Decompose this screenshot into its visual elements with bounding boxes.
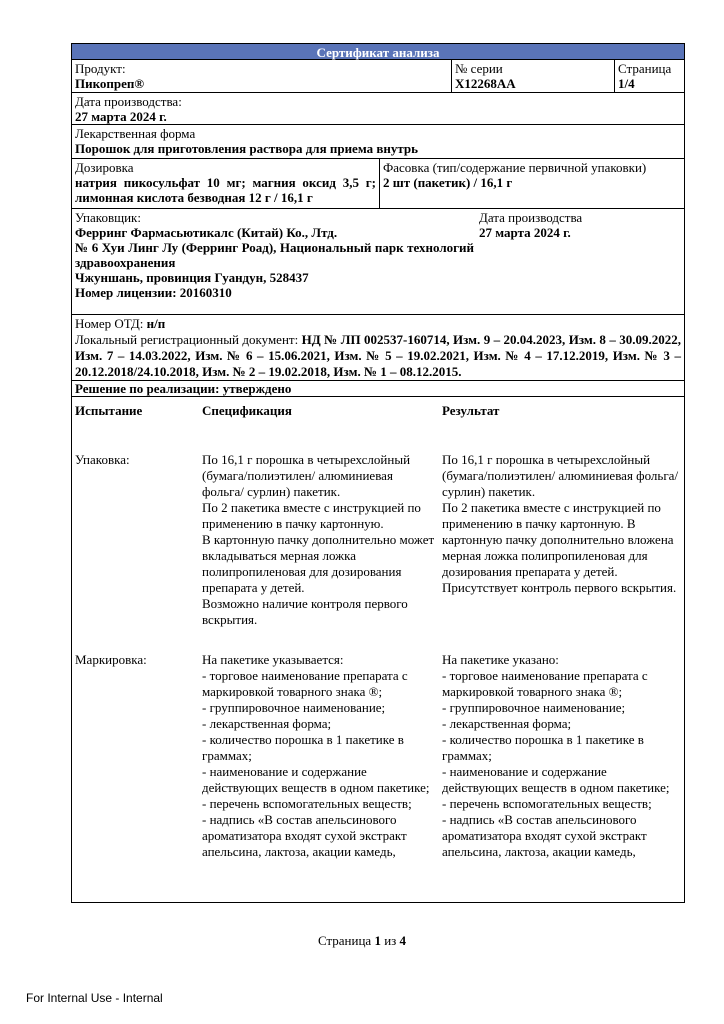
footer-total: 4	[399, 933, 407, 948]
packaging-spec-line: Возможно наличие контроля первого вскрытия.	[202, 596, 408, 627]
footer-prefix: Страница	[317, 933, 372, 948]
packaging-spec-line: В картонную пачку дополнительно может вкладываться мерная ложка полипропиленовая для дозирования препарата у детей.	[202, 532, 435, 595]
product-row	[71, 60, 685, 93]
packing-label: Фасовка (тип/содержание первичной упаковки)	[383, 160, 647, 175]
manufacture-value: 27 марта 2024 г.	[75, 109, 167, 124]
regdoc-label: Локальный регистрационный документ:	[75, 332, 299, 347]
marking-spec-line: - группировочное наименование;	[202, 700, 386, 715]
marking-result-line: - перечень вспомогательных веществ;	[442, 796, 652, 811]
product-value: Пикопреп®	[75, 76, 145, 91]
certificate-title: Сертификат анализа	[71, 43, 685, 60]
product-label: Продукт:	[75, 61, 126, 76]
marking-result-line: На пакетике указано:	[442, 652, 559, 667]
packer-label: Упаковщик:	[75, 210, 141, 225]
packer-cell	[72, 209, 477, 314]
otd-label: Номер ОТД:	[75, 316, 144, 331]
page-footer	[0, 933, 724, 949]
marking-spec-line: - надпись «В состав апельсинового ароматизатора входят сухой экстракт апельсина, лактоза, акации камедь,	[202, 812, 407, 859]
marking-test-label: Маркировка:	[75, 652, 147, 667]
tests-section	[71, 397, 685, 903]
dosage-form-row	[71, 125, 685, 159]
packaging-spec-line: По 2 пакетика вместе с инструкцией по применению в пачку картонную.	[202, 500, 421, 531]
packing-cell	[379, 159, 684, 208]
footer-middle: из	[384, 933, 397, 948]
marking-spec-line: - количество порошка в 1 пакетике в граммах;	[202, 732, 404, 763]
otd-value: н/п	[146, 316, 166, 331]
decision-value: утверждено	[222, 381, 292, 396]
marking-spec-line: - лекарственная форма;	[202, 716, 332, 731]
packer-date-label: Дата производства	[479, 210, 583, 225]
packaging-result-line: По 2 пакетика вместе с инструкцией по применению в пачку картонную. В картонную пачку дополнительно вложена мерная ложка полипропиленовая для дозирования препарата у детей.	[442, 500, 674, 579]
marking-result-line: - группировочное наименование;	[442, 700, 626, 715]
dosage-row	[71, 159, 685, 209]
registration-row	[71, 315, 685, 381]
page-label: Страница	[618, 61, 672, 76]
packaging-spec	[202, 452, 438, 628]
marking-result-line: - количество порошка в 1 пакетике в граммах;	[442, 732, 644, 763]
manufacture-row	[71, 93, 685, 125]
packaging-result-line: Присутствует контроль первого вскрытия.	[442, 580, 677, 595]
batch-cell	[451, 60, 614, 92]
certificate-document	[71, 43, 685, 903]
packer-address: № 6 Хуи Линг Лу (Ферринг Роад), Национальный парк технологий здравоохранения	[75, 240, 474, 270]
column-spec-header: Спецификация	[202, 403, 292, 418]
marking-result-line: - торговое наименование препарата с маркировкой товарного знака ®;	[442, 668, 648, 699]
packer-name: Ферринг Фармасьютикалс (Китай) Ко., Лтд.	[75, 225, 338, 240]
packer-date-cell	[479, 210, 582, 240]
footer-current: 1	[374, 933, 381, 948]
batch-label: № серии	[455, 61, 503, 76]
marking-spec-line: - наименование и содержание действующих веществ в одном пакетике;	[202, 764, 430, 795]
marking-spec	[202, 652, 438, 860]
batch-value: X12268AA	[455, 76, 516, 91]
packaging-test-label: Упаковка:	[75, 452, 130, 467]
packing-value: 2 шт (пакетик) / 16,1 г	[383, 175, 513, 190]
packaging-spec-line: По 16,1 г порошка в четырехслойный (бумага/полиэтилен/ алюминиевая фольга/ сурлин) пакетик.	[202, 452, 411, 499]
dosage-form-label: Лекарственная форма	[75, 126, 196, 141]
marking-result-line: - наименование и содержание действующих веществ в одном пакетике;	[442, 764, 670, 795]
regdoc-value: НД № ЛП 002537-160714, Изм. 9 – 20.04.2023, Изм. 8 – 30.09.2022, Изм. 7 – 14.03.2022, Изм. № 6 – 15.06.2021, Изм. № 5 – 19.02.2021, Изм. № 4 – 17.12.2019, Изм. № 3 – 20.12.2018/24.10.2018, Изм. № 2 – 19.02.2018, Изм. № 1 – 08.12.2015.	[75, 332, 682, 379]
packaging-result-line: По 16,1 г порошка в четырехслойный (бумага/полиэтилен/ алюминиевая фольга/ сурлин) пакетик.	[442, 452, 679, 499]
dosage-value: натрия пикосульфат 10 мг; магния оксид 3,5 г; лимонная кислота безводная 12 г / 16,1 г	[75, 175, 376, 205]
dosage-form-value: Порошок для приготовления раствора для приема внутрь	[75, 141, 419, 156]
packer-license: Номер лицензии: 20160310	[75, 285, 232, 300]
marking-spec-line: - торговое наименование препарата с маркировкой товарного знака ®;	[202, 668, 408, 699]
decision-row	[71, 381, 685, 397]
marking-spec-line: - перечень вспомогательных веществ;	[202, 796, 412, 811]
manufacture-label: Дата производства:	[75, 94, 182, 109]
packer-row	[71, 209, 685, 315]
marking-result-line: - надпись «В состав апельсинового ароматизатора входят сухой экстракт апельсина, лактоза, акации камедь,	[442, 812, 647, 859]
packer-city: Чжуншань, провинция Гуандун, 528437	[75, 270, 309, 285]
column-result-header: Результат	[442, 403, 500, 418]
column-test-header: Испытание	[75, 403, 143, 418]
page-cell	[614, 60, 684, 92]
product-cell	[72, 60, 451, 92]
page-value: 1/4	[618, 76, 635, 91]
packaging-result	[442, 452, 680, 596]
marking-result	[442, 652, 680, 860]
internal-use-label: For Internal Use - Internal	[26, 991, 163, 1005]
marking-result-line: - лекарственная форма;	[442, 716, 572, 731]
regdoc-text	[75, 332, 681, 380]
decision-label: Решение по реализации:	[75, 381, 220, 396]
dosage-label: Дозировка	[75, 160, 134, 175]
marking-spec-line: На пакетике указывается:	[202, 652, 344, 667]
packer-date-value: 27 марта 2024 г.	[479, 225, 571, 240]
dosage-cell	[72, 159, 379, 208]
